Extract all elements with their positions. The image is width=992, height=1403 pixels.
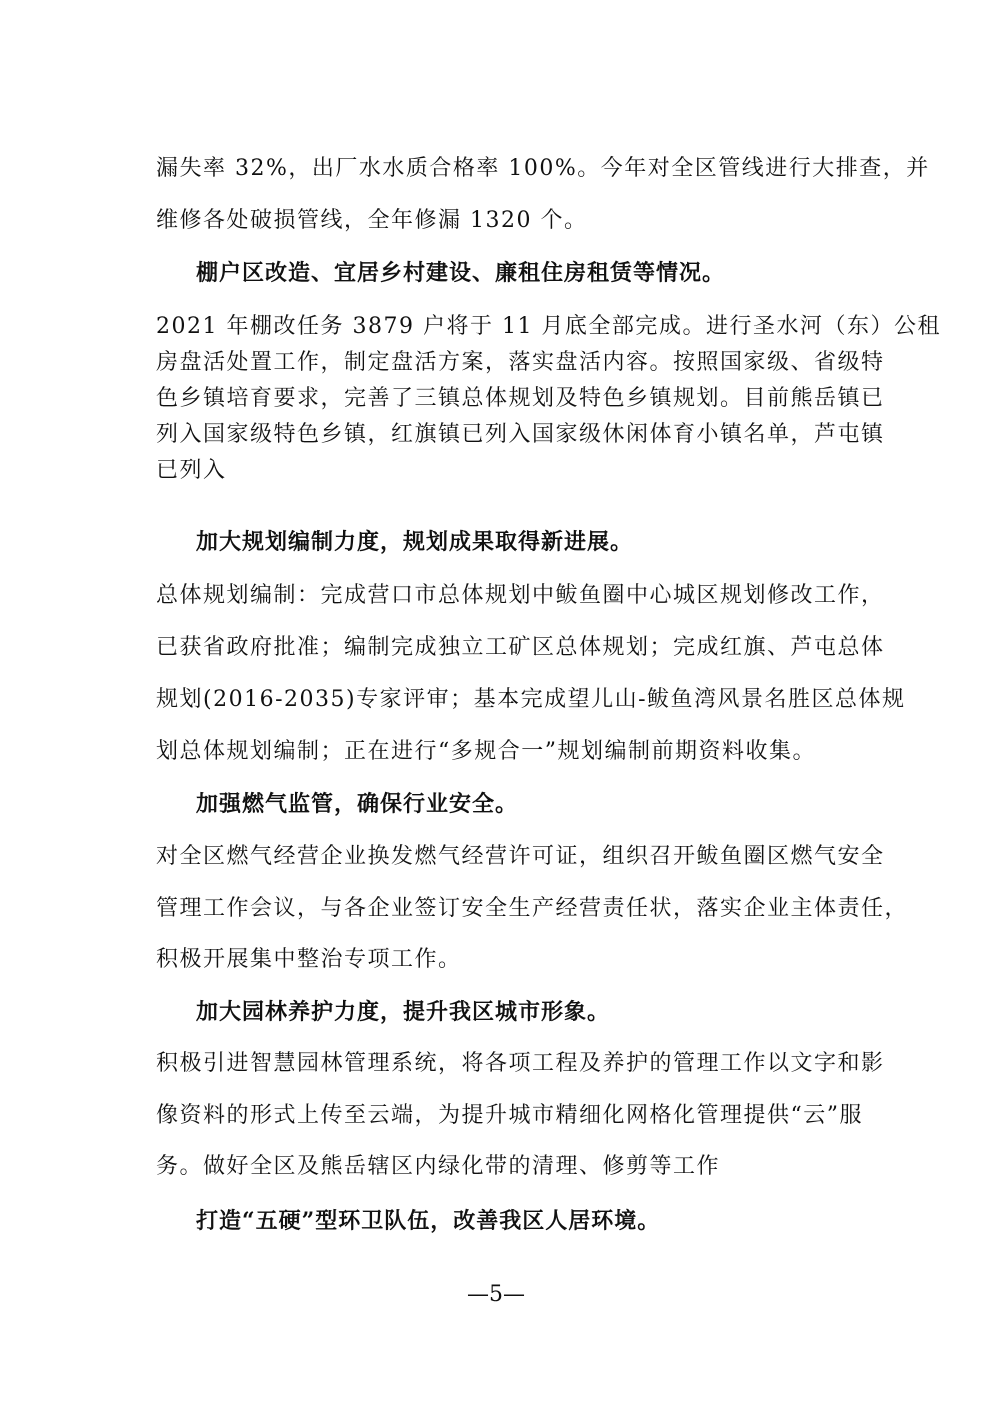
paragraph-line: 总体规划编制：完成营口市总体规划中鲅鱼圈中心城区规划修改工作， [156,583,885,608]
paragraph-line: 色乡镇培育要求，完善了三镇总体规划及特色乡镇规划。目前熊岳镇已 [156,386,885,411]
paragraph-line: 已列入 [156,458,227,483]
section-heading: 打造“五硬”型环卫队伍，改善我区人居环境。 [196,1208,661,1234]
paragraph-line: 像资料的形式上传至云端，为提升城市精细化网格化管理提供“云”服 [156,1103,863,1128]
paragraph-line: 规划(2016-2035)专家评审；基本完成望儿山-鲅鱼湾风景名胜区总体规 [156,687,906,712]
paragraph-line: 务。做好全区及熊岳辖区内绿化带的清理、修剪等工作 [156,1154,721,1179]
section-heading: 加强燃气监管，确保行业安全。 [196,791,519,817]
paragraph-line: 积极开展集中整治专项工作。 [156,947,462,972]
section-heading: 加大规划编制力度，规划成果取得新进展。 [196,529,634,555]
paragraph-line: 2021 年棚改任务 3879 户将于 11 月底全部完成。进行圣水河（东）公租 [156,314,941,339]
paragraph-line: 维修各处破损管线，全年修漏 1320 个。 [156,208,588,233]
paragraph-line: 列入国家级特色乡镇，红旗镇已列入国家级休闲体育小镇名单，芦屯镇 [156,422,885,447]
paragraph-line: 漏失率 32%，出厂水水质合格率 100%。今年对全区管线进行大排查，并 [156,156,930,181]
paragraph-line: 管理工作会议，与各企业签订安全生产经营责任状，落实企业主体责任， [156,896,909,921]
section-heading: 加大园林养护力度，提升我区城市形象。 [196,999,611,1025]
paragraph-line: 积极引进智慧园林管理系统，将各项工程及养护的管理工作以文字和影 [156,1051,885,1076]
section-heading: 棚户区改造、宜居乡村建设、廉租住房租赁等情况。 [196,260,726,286]
paragraph-line: 对全区燃气经营企业换发燃气经营许可证，组织召开鲅鱼圈区燃气安全 [156,844,885,869]
page-number: —5— [467,1282,525,1307]
paragraph-line: 划总体规划编制；正在进行“多规合一”规划编制前期资料收集。 [156,739,816,764]
paragraph-line: 已获省政府批准；编制完成独立工矿区总体规划；完成红旗、芦屯总体 [156,635,885,660]
paragraph-line: 房盘活处置工作，制定盘活方案，落实盘活内容。按照国家级、省级特 [156,350,885,375]
